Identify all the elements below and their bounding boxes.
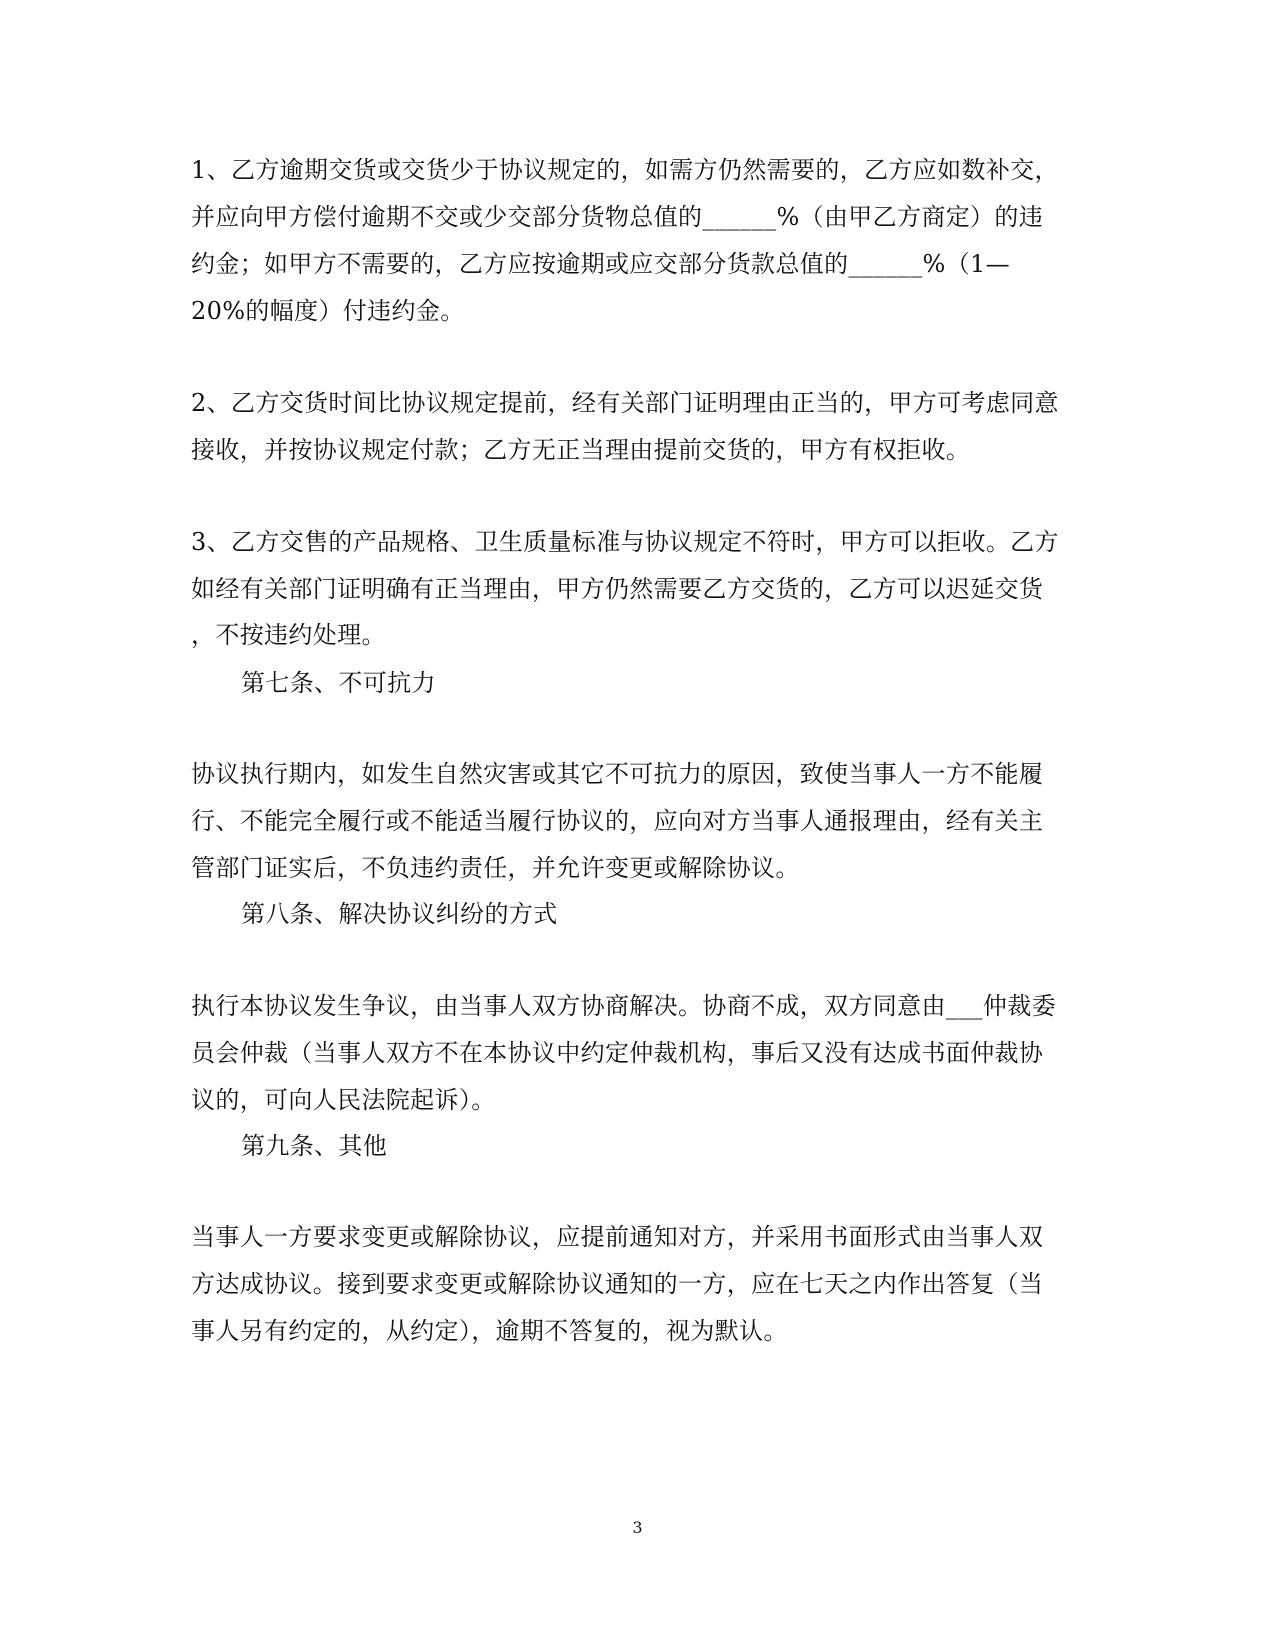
paragraph-line: 方达成协议。接到要求变更或解除协议通知的一方，应在七天之内作出答复（当 xyxy=(191,1270,1044,1298)
paragraph-line: 执行本协议发生争议，由当事人双方协商解决。协商不成，双方同意由___仲裁委 xyxy=(191,992,1056,1020)
paragraph-line: 20%的幅度）付违约金。 xyxy=(191,297,465,325)
paragraph-line: 员会仲裁（当事人双方不在本协议中约定仲裁机构，事后又没有达成书面仲裁协 xyxy=(191,1039,1044,1067)
article-9-heading: 第九条、其他 xyxy=(241,1132,388,1160)
page-number: 3 xyxy=(632,1518,643,1537)
paragraph-line: 议的，可向人民法院起诉）。 xyxy=(191,1086,496,1114)
paragraph-line: 当事人一方要求变更或解除协议，应提前通知对方，并采用书面形式由当事人双 xyxy=(191,1223,1044,1251)
paragraph-line: 并应向甲方偿付逾期不交或少交部分货物总值的______%（由甲乙方商定）的违 xyxy=(191,203,1044,231)
paragraph-line: 协议执行期内，如发生自然灾害或其它不可抗力的原因，致使当事人一方不能履 xyxy=(191,760,1044,788)
paragraph-line: 管部门证实后，不负违约责任，并允许变更或解除协议。 xyxy=(191,854,800,882)
paragraph-line: 如经有关部门证明确有正当理由，甲方仍然需要乙方交货的，乙方可以迟延交货 xyxy=(191,575,1044,603)
paragraph-line: 接收，并按协议规定付款；乙方无正当理由提前交货的，甲方有权拒收。 xyxy=(191,436,971,464)
paragraph-line: 3、乙方交售的产品规格、卫生质量标准与协议规定不符时，甲方可以拒收。乙方 xyxy=(191,528,1059,556)
paragraph-line: 2、乙方交货时间比协议规定提前，经有关部门证明理由正当的，甲方可考虑同意 xyxy=(191,389,1059,417)
paragraph-line: 行、不能完全履行或不能适当履行协议的，应向对方当事人通报理由，经有关主 xyxy=(191,807,1044,835)
paragraph-line: 约金；如甲方不需要的，乙方应按逾期或应交部分货款总值的______%（1— xyxy=(191,250,1011,278)
paragraph-line: ，不按违约处理。 xyxy=(191,621,386,649)
paragraph-line: 事人另有约定的，从约定），逾期不答复的，视为默认。 xyxy=(191,1317,788,1345)
article-7-heading: 第七条、不可抗力 xyxy=(241,669,436,697)
paragraph-line: 1、乙方逾期交货或交货少于协议规定的，如需方仍然需要的，乙方应如数补交， xyxy=(191,156,1059,184)
article-8-heading: 第八条、解决协议纠纷的方式 xyxy=(241,900,558,928)
